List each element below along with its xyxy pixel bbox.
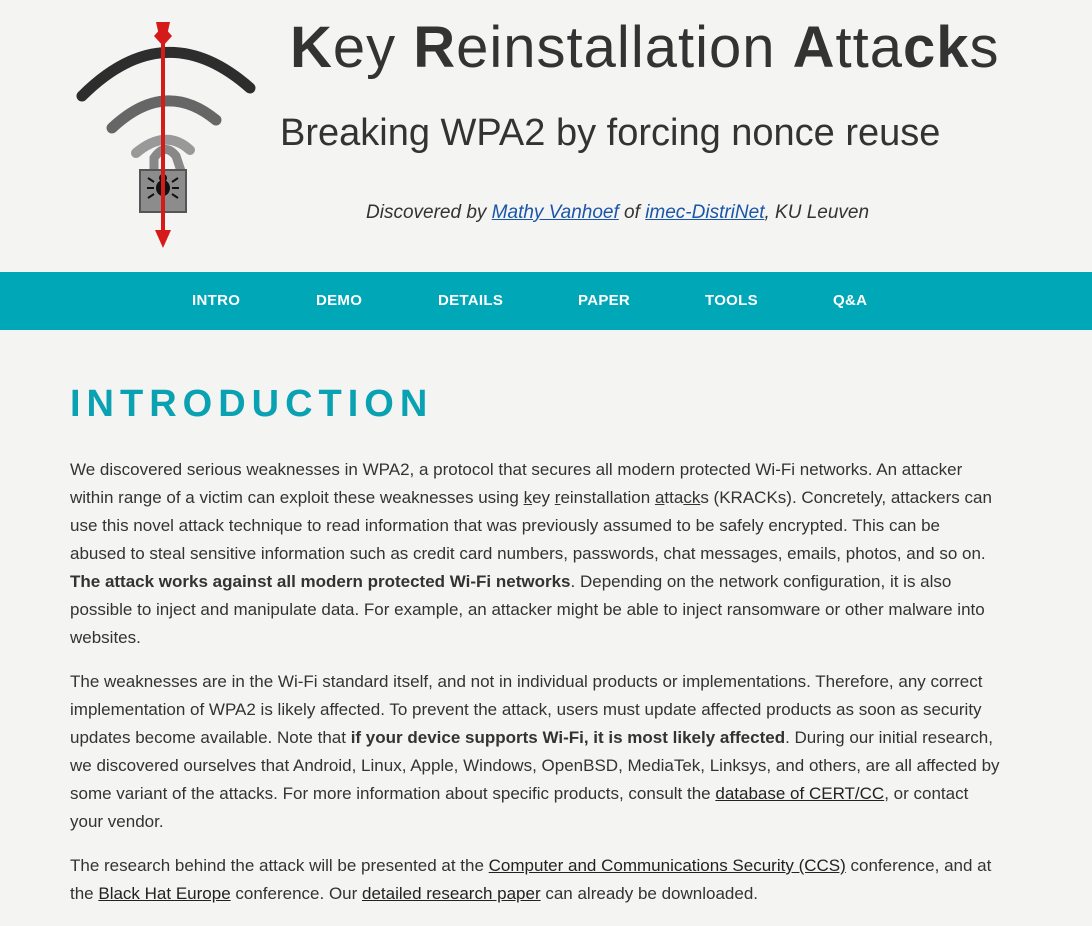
emphasis-text: if your device supports Wi-Fi, it is most likely affected bbox=[350, 728, 786, 747]
acronym-letter: r bbox=[554, 488, 561, 507]
title-letters-ck: ck bbox=[902, 15, 970, 80]
research-paper-link[interactable]: detailed research paper bbox=[362, 884, 541, 903]
nav-details[interactable]: DETAILS bbox=[438, 292, 504, 309]
title-text: einstallation bbox=[456, 15, 793, 80]
paragraph-text: . Depending on the network configuration, it is also possible to inject and manipulate data. For example, an attacker might be able to inject ransomware or other malware into websites. bbox=[70, 572, 985, 647]
title-text: tta bbox=[835, 15, 903, 80]
page-title bbox=[290, 14, 1000, 81]
nav-tools[interactable]: TOOLS bbox=[705, 292, 758, 309]
intro-paragraph-3 bbox=[70, 852, 1000, 908]
paragraph-text: , or contact your vendor. bbox=[70, 784, 969, 831]
nav-qa[interactable]: Q&A bbox=[833, 292, 868, 309]
main-content bbox=[70, 330, 1000, 908]
title-text: s bbox=[969, 15, 1000, 80]
paragraph-text: We discovered serious weaknesses in WPA2, a protocol that secures all modern protected Wi-Fi networks. An attacker within range of a victim can exploit these weaknesses using bbox=[70, 460, 963, 507]
intro-paragraph-2 bbox=[70, 668, 1000, 836]
org-link[interactable]: imec-DistriNet bbox=[645, 202, 765, 223]
paragraph-text: tta bbox=[664, 488, 684, 507]
paragraph-text: conference, and at the bbox=[70, 856, 992, 903]
title-letter-a: A bbox=[792, 15, 836, 80]
paragraph-text: s (KRACKs). Concretely, attackers can use this novel attack technique to read information that was previously assumed to be safely encrypted. This can be abused to steal sensitive information such as credit card numbers, passwords, chat messages, emails, photos, and so on. bbox=[70, 488, 992, 563]
paragraph-text: . During our initial research, we discovered ourselves that Android, Linux, Apple, Windows, OpenBSD, MediaTek, Linksys, and others, are all affected by some variant of the attacks. For more information about specific products, consult the bbox=[70, 728, 1000, 803]
nav-intro[interactable]: INTRO bbox=[192, 292, 241, 309]
emphasis-text: The attack works against all modern protected Wi-Fi networks bbox=[70, 572, 571, 591]
black-hat-link[interactable]: Black Hat Europe bbox=[98, 884, 231, 903]
acronym-letter: a bbox=[654, 488, 665, 507]
page-subtitle: Breaking WPA2 by forcing nonce reuse bbox=[280, 112, 941, 154]
paragraph-text: einstallation bbox=[560, 488, 655, 507]
title-letter-k: K bbox=[290, 15, 333, 80]
cert-cc-link[interactable]: database of CERT/CC bbox=[715, 784, 885, 803]
byline bbox=[366, 202, 869, 224]
ccs-link[interactable]: Computer and Communications Security (CCS) bbox=[488, 856, 846, 875]
title-letter-r: R bbox=[413, 15, 457, 80]
author-link[interactable]: Mathy Vanhoef bbox=[491, 202, 619, 223]
nav-paper[interactable]: PAPER bbox=[578, 292, 631, 309]
byline-text: Discovered by bbox=[366, 202, 492, 223]
intro-paragraph-1 bbox=[70, 456, 1000, 652]
byline-text: of bbox=[618, 202, 646, 223]
paragraph-text: ey bbox=[532, 488, 555, 507]
paragraph-text: conference. Our bbox=[230, 884, 362, 903]
paragraph-text: The weaknesses are in the Wi-Fi standard itself, and not in individual products or implementations. Therefore, any correct implementation of WPA2 is likely affected. To prevent the attack, users must update affected products as soon as security updates become available. Note that bbox=[70, 672, 983, 747]
page-header bbox=[0, 0, 1092, 272]
wifi-padlock-logo bbox=[70, 18, 260, 254]
paragraph-text: can already be downloaded. bbox=[540, 884, 759, 903]
byline-text: , KU Leuven bbox=[764, 202, 870, 223]
section-heading: INTRODUCTION bbox=[70, 383, 434, 425]
acronym-letter: ck bbox=[683, 488, 701, 507]
acronym-letter: k bbox=[523, 488, 533, 507]
paragraph-text: The research behind the attack will be presented at the bbox=[70, 856, 489, 875]
title-text: ey bbox=[332, 15, 414, 80]
nav-demo[interactable]: DEMO bbox=[316, 292, 363, 309]
main-nav bbox=[0, 272, 1092, 330]
